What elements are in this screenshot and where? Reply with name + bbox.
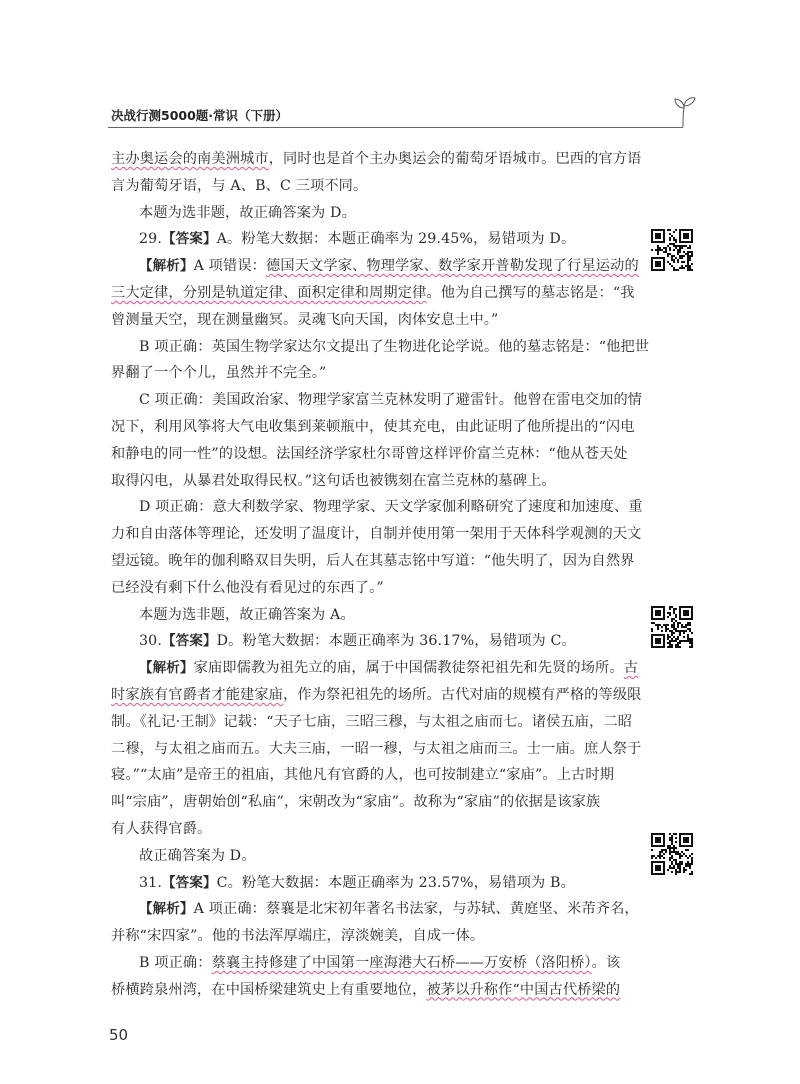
text-line [111, 896, 639, 923]
text-line [111, 468, 631, 495]
text-span: 取得闪电，从暴君处取得民权。”这句话也被镌刻在富兰克林的墓碑上。 [111, 472, 556, 489]
text-span: 29. [139, 231, 163, 248]
text-span: A 项错误： [193, 258, 267, 275]
text-line [111, 441, 631, 468]
text-span: 30. [139, 633, 163, 650]
qr-code-q29[interactable] [651, 229, 693, 271]
text-line [111, 253, 639, 280]
text-span: ，同时也是首个主办奥运会的葡萄牙语城市。巴西的官方语 [268, 151, 642, 167]
text-span: C。粉笔大数据：本题正确率为 23.57%，易错项为 B。 [216, 874, 575, 891]
text-line [111, 200, 631, 227]
label-text: 【解析】 [139, 258, 194, 275]
highlighted-text: 主办奥运会的南美洲城市 [111, 151, 269, 167]
text-line [111, 762, 631, 789]
text-line [111, 146, 642, 173]
text-line [111, 414, 635, 441]
text-line [111, 334, 650, 361]
text-line [111, 736, 642, 763]
text-line [111, 789, 631, 816]
text-line [111, 602, 631, 629]
text-span: 力和自由落体等理论，还发明了温度计，自制并使用第一架用于天体科学观测的天文 [111, 526, 642, 543]
qr-code-q30[interactable] [651, 606, 693, 648]
text-span: 和静电的同一性”的设想。法国经济学家杜尔哥曾这样评价富兰克林：“他从苍天处 [111, 445, 628, 462]
highlighted-text: 被茅以升称作“中国古代桥梁的 [426, 981, 621, 998]
sprout-icon [672, 91, 698, 127]
text-line [111, 173, 631, 200]
text-span: 桥横跨泉州湾，在中国桥梁建筑史上有重要地位， [111, 981, 427, 998]
highlighted-text: 古 [623, 660, 639, 677]
text-span: 。该 [591, 954, 621, 971]
highlighted-text: 蔡襄主持修建了中国第一座海港大石桥——万安桥（洛阳桥） [211, 954, 592, 971]
label-text: 【答案】 [162, 231, 217, 248]
text-line [111, 682, 642, 709]
text-line [111, 280, 635, 307]
text-span: 况下，利用风筝将大气电收集到莱顿瓶中，使其充电，由此证明了他所提出的“闪电 [111, 418, 635, 435]
text-line [111, 816, 631, 843]
label-text: 【解析】 [139, 660, 194, 677]
text-span: B 项正确：英国生物学家达尔文提出了生物进化论学说。他的墓志铭是：“他把世 [139, 338, 650, 355]
text-span: 本题为选非题，故正确答案为 D。 [139, 204, 356, 221]
text-line [111, 843, 631, 870]
text-line [111, 923, 631, 950]
document-body [111, 146, 650, 1004]
text-line [111, 307, 631, 334]
text-line [111, 628, 631, 655]
text-line [111, 521, 642, 548]
text-line [111, 870, 631, 897]
text-line [111, 360, 631, 387]
page-number: 50 [109, 1026, 129, 1044]
text-span: C 项正确：美国政治家、物理学家富兰克林发明了避雷针。他曾在雷电交加的情 [139, 392, 643, 409]
text-line [111, 494, 643, 521]
text-span: 。他为自己撰写的墓志铭是：“我 [426, 284, 635, 301]
text-span: 二穆，与太祖之庙而五。大夫三庙，一昭一穆，与太祖之庙而三。士一庙。庶人祭于 [111, 740, 642, 757]
text-span: D 项正确：意大利数学家、物理学家、天文学家伽利略研究了速度和加速度、重 [139, 499, 643, 516]
text-line [111, 950, 631, 977]
highlighted-text: 三大定律，分别是轨道定律、面积定律和周期定律 [111, 284, 427, 301]
text-line [111, 226, 631, 253]
qr-code-q31[interactable] [651, 833, 693, 875]
text-span: 界翻了一个个儿，虽然并不完全。” [111, 365, 327, 382]
label-text: 【解析】 [139, 901, 194, 918]
text-span: 并称“宋四家”。他的书法浑厚端庄，淳淡婉美，自成一体。 [111, 928, 485, 945]
running-header: 决战行测5000题·常识（下册） [111, 108, 289, 123]
text-span: 故正确答案为 D。 [139, 847, 256, 864]
highlighted-text: 时家族有官爵者才能建家庙 [111, 686, 284, 703]
text-span: 望远镜。晚年的伽利略双目失明，后人在其墓志铭中写道：“他失明了，因为自然界 [111, 552, 635, 569]
text-line [111, 709, 631, 736]
text-span: 本题为选非题，故正确答案为 A。 [139, 606, 355, 623]
text-span: 曾测量天空，现在测量幽冥。灵魂飞向天国，肉体安息土中。” [111, 311, 499, 328]
highlighted-text: 德国天文学家、物理学家、数学家开普勒发现了行星运动的 [266, 258, 639, 275]
text-span: 31. [139, 874, 163, 891]
text-span: 言为葡萄牙语，与 A、B、C 三项不同。 [111, 177, 368, 194]
text-span: ，作为祭祀祖先的场所。古代对庙的规模有严格的等级限 [283, 686, 642, 703]
header-rule [108, 127, 683, 128]
text-line [111, 655, 639, 682]
text-span: A。粉笔大数据：本题正确率为 29.45%，易错项为 D。 [216, 231, 576, 248]
text-line [111, 977, 631, 1004]
label-text: 【答案】 [162, 633, 217, 650]
text-line [111, 575, 631, 602]
text-span: 家庙即儒教为祖先立的庙，属于中国儒教徒祭祀祖先和先贤的场所。 [193, 660, 624, 677]
text-span: 制。《礼记·王制》记载：“天子七庙，三昭三穆，与太祖之庙而七。诸侯五庙，二昭 [111, 713, 633, 730]
text-span: 叫“宗庙”，唐朝始创“私庙”，宋朝改为“家庙”。故称为“家庙”的依据是该家族 [111, 794, 601, 811]
text-span: A 项正确：蔡襄是北宋初年著名书法家，与苏轼、黄庭坚、米芾齐名， [193, 901, 639, 918]
text-line [111, 548, 635, 575]
label-text: 【答案】 [162, 874, 217, 891]
text-span: 有人获得官爵。 [111, 820, 212, 837]
text-span: 寝。”“太庙”是帝王的祖庙，其他凡有官爵的人，也可按制建立“家庙”。上古时期 [111, 767, 615, 784]
text-span: B 项正确： [139, 954, 212, 971]
text-line [111, 387, 643, 414]
text-span: 已经没有剩下什么他没有看见过的东西了。” [111, 579, 384, 596]
text-span: D。粉笔大数据：本题正确率为 36.17%，易错项为 C。 [216, 633, 576, 650]
